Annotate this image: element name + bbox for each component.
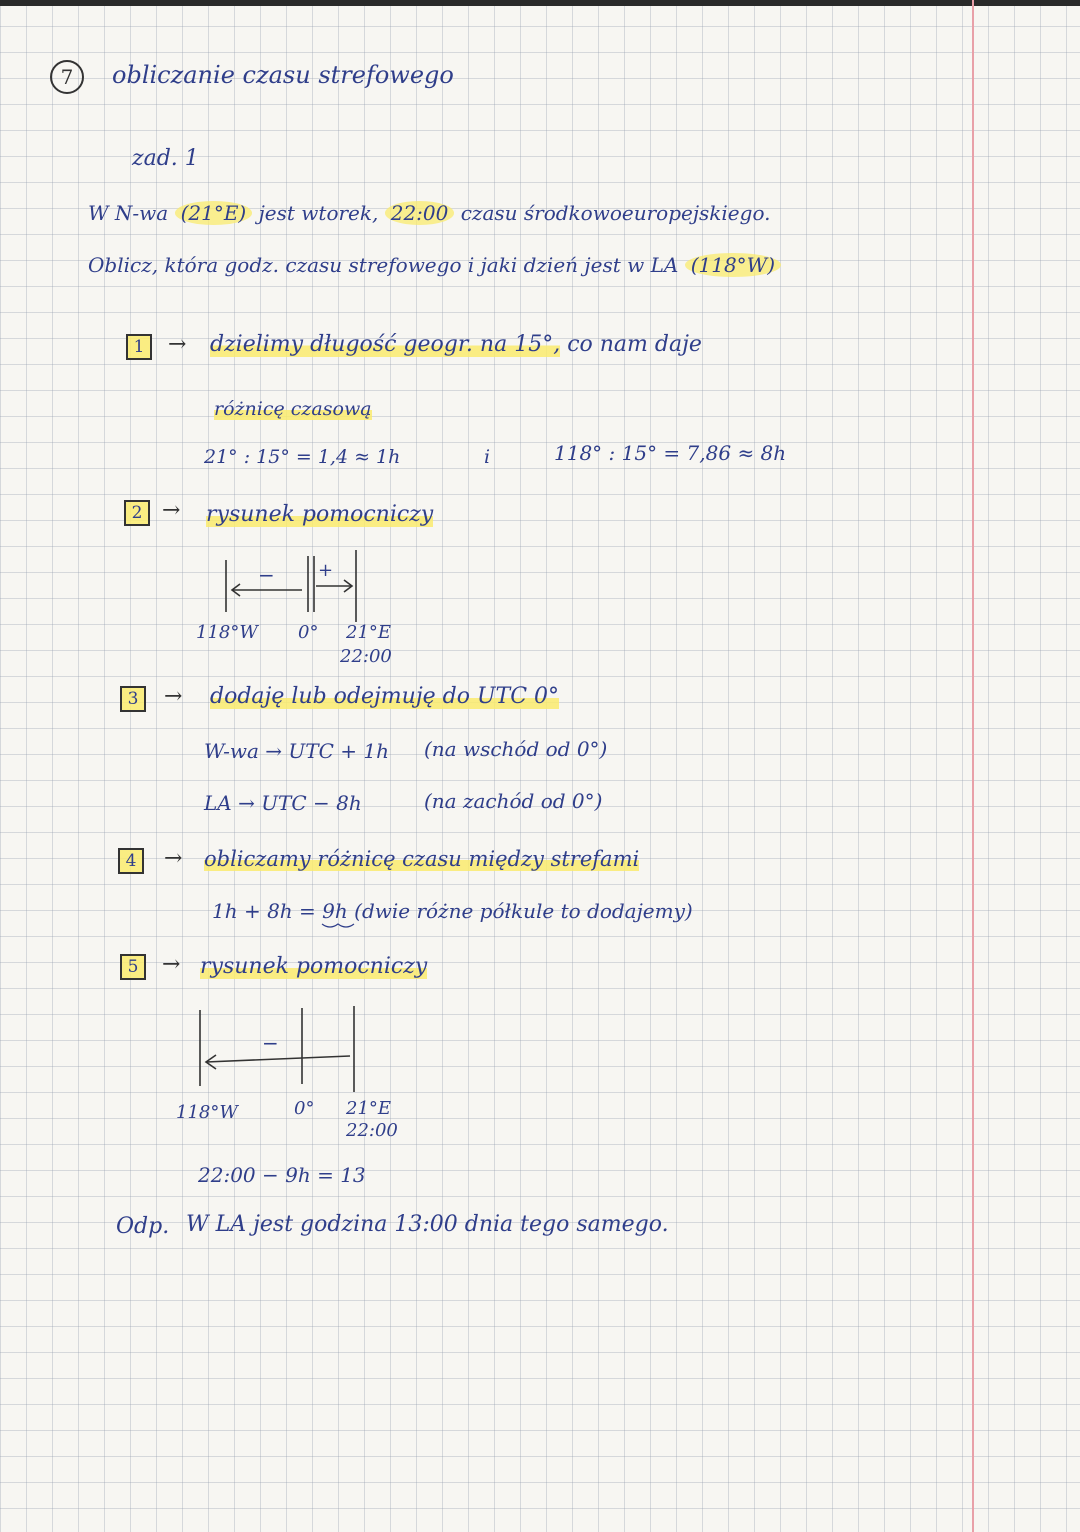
- step4-sum: 1h + 8h =: [212, 899, 316, 923]
- step1-calc-left: 21° : 15° = 1,4 ≈ 1h: [204, 446, 401, 468]
- step1-calc-right: 118° : 15° = 7,86 ≈ 8h: [554, 441, 787, 465]
- step3-line1-note: (na wschód od 0°): [424, 737, 608, 761]
- step4-box: 4: [118, 848, 144, 874]
- step5-title-text: rysunek pomocniczy: [200, 954, 428, 979]
- diagram1-time: 22:00: [340, 646, 392, 667]
- task-line2-la: LA: [650, 253, 679, 277]
- la-longitude: (118°W): [685, 253, 781, 277]
- step4-note: (dwie różne półkule to dodajemy): [354, 899, 693, 923]
- step2-arrow: →: [162, 498, 181, 523]
- step1-title-rest: co nam daje: [567, 332, 702, 357]
- diagram2-label-0: 0°: [294, 1098, 315, 1119]
- diagram2-label-21e: 21°E: [346, 1098, 392, 1119]
- step5-calc: 22:00 − 9h = 13: [198, 1163, 366, 1187]
- step2-box: 2: [124, 500, 150, 526]
- section-number: 7: [50, 60, 84, 94]
- diagram2-arrow: [206, 1056, 350, 1062]
- step1-title2-text: różnicę czasową: [214, 398, 372, 420]
- step4-line1: [212, 898, 693, 924]
- task-line1-b: jest wtorek,: [258, 201, 379, 225]
- step3-line1: W-wa → UTC + 1h: [204, 739, 389, 763]
- diagram2-label-118w: 118°W: [176, 1102, 238, 1123]
- diagram1-label-0: 0°: [298, 622, 319, 643]
- diagram1-minus: −: [258, 563, 275, 587]
- step3-box: 3: [120, 686, 146, 712]
- step2-title-text: rysunek pomocniczy: [206, 502, 434, 527]
- step1-box: 1: [126, 334, 152, 360]
- diagram1-plus: +: [318, 560, 334, 581]
- step1-arrow: →: [168, 332, 187, 357]
- step5-title: [200, 954, 427, 980]
- task-line1-c: czasu środkowoeuropejskiego.: [460, 201, 771, 225]
- step3-title: [210, 684, 559, 710]
- diagram1-label-21e: 21°E: [346, 622, 392, 643]
- step3-line2-note: (na zachód od 0°): [424, 789, 603, 813]
- step1-title-main: dzielimy długość geogr. na 15°,: [210, 332, 561, 357]
- diagram2-time: 22:00: [346, 1120, 398, 1141]
- task-line1-a: W N-wa: [88, 201, 169, 225]
- step1-calc-sep: i: [484, 446, 491, 468]
- answer-text: W LA jest godzina 13:00 dnia tego samego.: [186, 1212, 669, 1237]
- warsaw-time: 22:00: [385, 201, 455, 225]
- task-line2-a: Oblicz, która godz. czasu strefowego i jaki dzień jest w: [88, 253, 645, 277]
- step3-line2: LA → UTC − 8h: [204, 791, 362, 815]
- underline-result: [322, 924, 354, 927]
- step3-title-text: dodaję lub odejmuję do UTC 0°: [210, 684, 560, 709]
- task-label: zad. 1: [132, 146, 199, 171]
- diagram2-minus: −: [262, 1031, 279, 1055]
- step5-arrow: →: [162, 952, 181, 977]
- step5-box: 5: [120, 954, 146, 980]
- step4-title-text: obliczamy różnicę czasu między strefami: [204, 847, 640, 871]
- step3-arrow: →: [164, 684, 183, 709]
- answer-label: Odp.: [116, 1214, 170, 1239]
- step4-title: [204, 846, 639, 872]
- step4-arrow: →: [164, 846, 183, 871]
- step4-result: 9h: [322, 899, 348, 923]
- diagram1-lines: [226, 550, 356, 622]
- page-title: obliczanie czasu strefowego: [112, 61, 454, 89]
- diagram1-label-118w: 118°W: [196, 622, 258, 643]
- warsaw-longitude: (21°E): [175, 201, 253, 225]
